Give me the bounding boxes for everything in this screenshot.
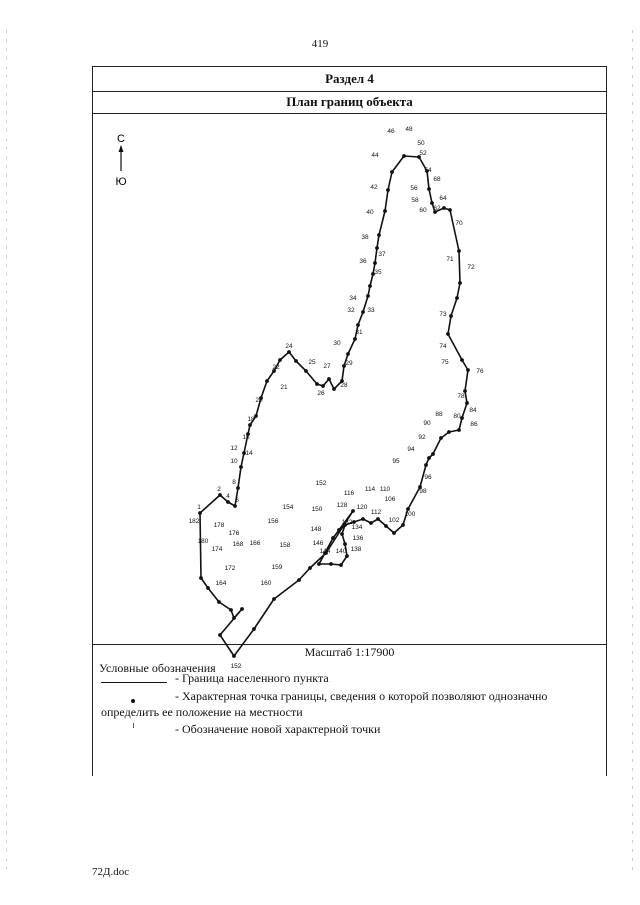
point-label: 94 [407, 446, 415, 453]
legend-boundary-line [101, 682, 167, 683]
boundary-point [340, 532, 344, 536]
boundary-point [351, 509, 355, 513]
boundary-point [375, 246, 379, 250]
point-label: 31 [355, 329, 363, 336]
point-label: 27 [323, 363, 331, 370]
point-label: 180 [197, 538, 209, 545]
point-label: 128 [336, 502, 348, 509]
point-label: 36 [359, 258, 367, 265]
boundary-point [455, 296, 459, 300]
point-label: 100 [404, 511, 416, 518]
legend-point-text-2: определить ее положение на местности [101, 705, 303, 719]
scan-edge-left [6, 30, 7, 875]
boundary-point [315, 382, 319, 386]
point-label: 54 [424, 167, 432, 174]
boundary-point [346, 352, 350, 356]
boundary-point [217, 600, 221, 604]
boundary-point [442, 206, 446, 210]
point-label: 168 [232, 541, 244, 548]
boundary-point [447, 430, 451, 434]
boundary-point [383, 209, 387, 213]
point-label: 6 [235, 497, 239, 504]
point-label: 116 [343, 490, 355, 497]
point-label: 95 [392, 458, 400, 465]
boundary-point [254, 414, 258, 418]
point-label: 50 [417, 140, 425, 147]
boundary-point [339, 563, 343, 567]
boundary-point [427, 187, 431, 191]
legend-title: Условные обозначения [99, 661, 216, 675]
boundary-point [321, 384, 325, 388]
boundary-point [427, 456, 431, 460]
point-label: 46 [387, 128, 395, 135]
boundary-point [424, 463, 428, 467]
compass-north-label: С [117, 133, 125, 145]
boundary-point [331, 536, 335, 540]
point-label: 37 [378, 251, 386, 258]
file-name-footer: 72Д.doc [92, 866, 130, 878]
section-heading: Раздел 4 [93, 67, 606, 92]
boundary-point [329, 562, 333, 566]
point-label: 74 [439, 343, 447, 350]
boundary-point [278, 358, 282, 362]
point-label: 76 [476, 368, 484, 375]
boundary-point [332, 387, 336, 391]
boundary-point [457, 249, 461, 253]
point-label: 160 [260, 580, 272, 587]
point-label: 4 [226, 493, 230, 500]
point-label: 10 [230, 458, 238, 465]
point-label: 164 [215, 580, 227, 587]
boundary-point [353, 337, 357, 341]
boundary-point [460, 358, 464, 362]
point-label: 24 [285, 343, 293, 350]
point-label: 176 [228, 530, 240, 537]
boundary-point [199, 576, 203, 580]
scan-edge-right [632, 30, 633, 875]
boundary-point [356, 323, 360, 327]
point-label: 38 [361, 234, 369, 241]
point-label: 44 [371, 152, 379, 159]
point-label: 156 [267, 518, 279, 525]
boundary-points [198, 154, 470, 658]
boundary-point [460, 416, 464, 420]
point-label: 114 [364, 486, 376, 493]
boundary-point [376, 517, 380, 521]
settlement-boundary [197, 156, 468, 656]
point-label: 138 [350, 546, 362, 553]
point-label: 152 [315, 480, 327, 487]
page-number: 419 [311, 38, 329, 50]
point-label: 71 [446, 256, 454, 263]
boundary-point [431, 452, 435, 456]
point-label: 8 [232, 479, 236, 486]
point-label: 26 [317, 390, 325, 397]
boundary-point [368, 284, 372, 288]
boundary-point [308, 566, 312, 570]
boundary-point [218, 633, 222, 637]
point-label: 35 [374, 269, 382, 276]
point-label: 106 [384, 496, 396, 503]
point-label: 70 [455, 220, 463, 227]
boundary-point [317, 562, 321, 566]
point-label: 62 [433, 205, 441, 212]
point-label: 132 [341, 519, 353, 526]
boundary-point [448, 208, 452, 212]
compass-south-label: Ю [115, 176, 127, 188]
point-label: 25 [308, 359, 316, 366]
section-frame [92, 66, 607, 776]
point-label: 16 [242, 434, 250, 441]
point-label: 20 [255, 397, 263, 404]
boundary-point [402, 154, 406, 158]
point-label: 148 [310, 526, 322, 533]
point-label: 75 [441, 359, 449, 366]
point-label: 1 [197, 504, 201, 511]
point-label: 42 [370, 184, 378, 191]
point-label: 32 [347, 307, 355, 314]
boundary-point [458, 281, 462, 285]
point-label: 150 [311, 506, 323, 513]
point-label: 102 [388, 517, 400, 524]
point-labels [189, 126, 484, 670]
boundary-point [252, 627, 256, 631]
boundary-point [233, 504, 237, 508]
boundary-point [236, 486, 240, 490]
point-label: 140 [335, 548, 347, 555]
legend-boundary-text: - Граница населенного пункта [175, 671, 329, 685]
boundary-point [272, 597, 276, 601]
point-label: 84 [469, 407, 477, 414]
point-label: 159 [271, 564, 283, 571]
point-label: 80 [453, 413, 461, 420]
point-label: 110 [379, 486, 391, 493]
boundary-point [240, 607, 244, 611]
point-label: 174 [211, 546, 223, 553]
boundary-point [218, 493, 222, 497]
point-label: 72 [467, 264, 475, 271]
point-label: 52 [419, 150, 427, 157]
point-label: 112 [370, 509, 382, 516]
point-label: 30 [333, 340, 341, 347]
point-label: 178 [213, 522, 225, 529]
compass [115, 133, 126, 188]
boundary-point [229, 608, 233, 612]
point-label: 154 [282, 504, 294, 511]
point-label: 96 [424, 474, 432, 481]
legend-point-text-1: - Характерная точка границы, сведения о которой позволяют однозначно [175, 689, 548, 703]
boundary-point [466, 368, 470, 372]
boundary-point [401, 523, 405, 527]
point-label: 58 [411, 197, 419, 204]
point-label: 172 [224, 565, 236, 572]
boundary-point [343, 542, 347, 546]
boundary-point [265, 379, 269, 383]
point-label: 182 [188, 518, 200, 525]
boundary-point [449, 314, 453, 318]
compass-arrow-head [119, 145, 124, 152]
point-label: 48 [405, 126, 413, 133]
boundary-point [198, 511, 202, 515]
boundary-point [297, 578, 301, 582]
boundary-point [377, 233, 381, 237]
boundary-point [366, 294, 370, 298]
point-label: 60 [419, 207, 427, 214]
point-label: 98 [419, 488, 427, 495]
point-label: 120 [356, 504, 368, 511]
boundary-point [465, 401, 469, 405]
boundary-point [457, 428, 461, 432]
boundary-point [384, 524, 388, 528]
point-label: 14 [245, 450, 253, 457]
boundary-point [361, 310, 365, 314]
legend-new-point-text: - Обозначение новой характерной точки [175, 722, 381, 736]
boundary-point [373, 261, 377, 265]
boundary-point [439, 436, 443, 440]
point-label: 64 [439, 195, 447, 202]
boundary-point [392, 531, 396, 535]
point-label: 56 [410, 185, 418, 192]
point-label: 158 [279, 542, 291, 549]
boundary-point [206, 586, 210, 590]
legend-point-symbol [131, 699, 135, 703]
point-label: 152 [230, 663, 242, 670]
boundary-point [327, 377, 331, 381]
point-label: 12 [230, 445, 238, 452]
point-label: 22 [272, 364, 280, 371]
boundary-point [390, 170, 394, 174]
point-label: 29 [345, 360, 353, 367]
boundary-point [386, 188, 390, 192]
point-label: 34 [349, 295, 357, 302]
boundary-point [287, 350, 291, 354]
boundary-point [361, 517, 365, 521]
map-scale: Масштаб 1:17900 [304, 645, 395, 659]
point-label: 144 [319, 548, 331, 555]
point-label: 92 [418, 434, 426, 441]
boundary-point [239, 465, 243, 469]
point-label: 33 [367, 307, 375, 314]
boundary-point [337, 528, 341, 532]
boundary-point [294, 359, 298, 363]
plan-title: План границ объекта [93, 91, 606, 114]
point-label: 78 [457, 393, 465, 400]
point-label: 28 [340, 382, 348, 389]
point-label: 134 [351, 524, 363, 531]
boundary-point [232, 616, 236, 620]
point-label: 68 [433, 176, 441, 183]
boundary-point [369, 521, 373, 525]
point-label: 18 [247, 416, 255, 423]
boundary-point [446, 332, 450, 336]
point-label: 88 [435, 411, 443, 418]
boundary-point [248, 423, 252, 427]
point-label: 90 [423, 420, 431, 427]
boundary-point [226, 500, 230, 504]
point-label: 166 [249, 540, 261, 547]
boundary-point [304, 369, 308, 373]
point-label: 146 [312, 540, 324, 547]
point-label: 40 [366, 209, 374, 216]
point-label: 2 [217, 486, 221, 493]
point-label: 86 [470, 421, 478, 428]
point-label: 73 [439, 311, 447, 318]
point-label: 136 [352, 535, 364, 542]
point-label: 21 [280, 384, 288, 391]
legend-new-point-symbol [133, 723, 134, 728]
